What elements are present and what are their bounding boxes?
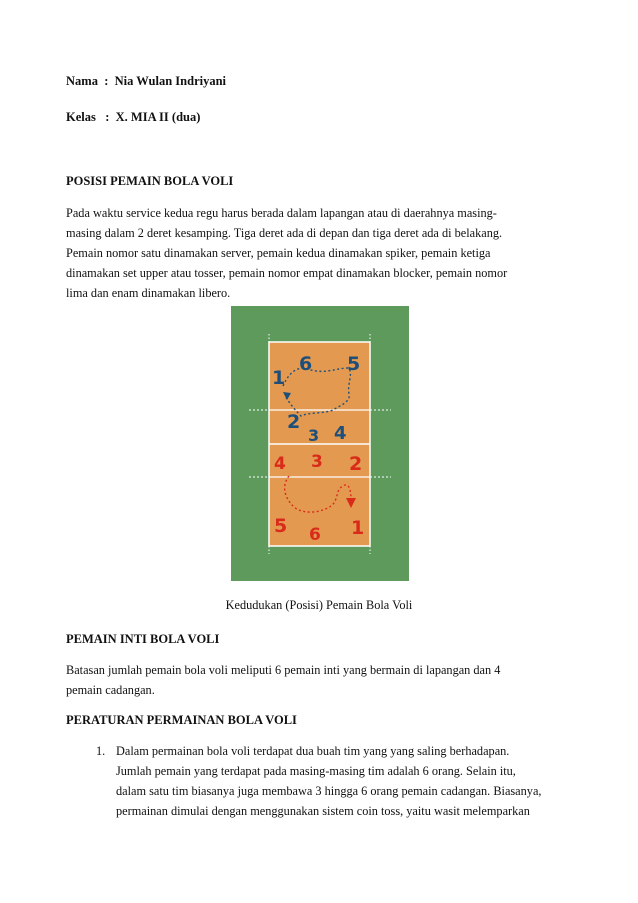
kelas-value: X. MIA II (dua) <box>115 110 201 124</box>
top-player-number: 5 <box>347 353 361 375</box>
paragraph-line: masing dalam 2 deret kesamping. Tiga deret ada di depan dan tiga deret ada di belakang. <box>66 226 503 240</box>
top-player-number: 2 <box>287 411 301 433</box>
list-item-line: permainan dimulai dengan menggunakan sistem coin toss, yaitu wasit melemparkan <box>116 804 530 818</box>
nama-value: Nia Wulan Indriyani <box>114 74 227 88</box>
kelas-separator: : <box>105 110 110 124</box>
paragraph-line: lima dan enam dinamakan libero. <box>66 286 231 300</box>
list-item-body <box>116 741 541 821</box>
posisi-paragraph <box>66 203 566 303</box>
top-player-number: 6 <box>299 353 313 375</box>
paragraph-line: Pada waktu service kedua regu harus berada dalam lapangan atau di daerahnya masing- <box>66 206 497 220</box>
volleyball-court-figure <box>231 306 409 581</box>
bottom-player-number: 6 <box>309 525 321 545</box>
paragraph-line: pemain cadangan. <box>66 683 155 697</box>
nama-line <box>66 74 226 89</box>
top-player-number: 4 <box>334 423 347 444</box>
list-item-number: 1. <box>96 744 106 758</box>
bottom-player-number: 2 <box>349 453 363 475</box>
top-player-number: 1 <box>272 367 286 389</box>
kelas-label: Kelas <box>66 110 96 124</box>
paragraph-line: Pemain nomor satu dinamakan server, pemain kedua dinamakan spiker, pemain ketiga <box>66 246 491 260</box>
bottom-player-number: 3 <box>311 452 323 472</box>
section-title-peraturan: PERATURAN PERMAINAN BOLA VOLI <box>66 713 297 727</box>
bottom-player-number: 1 <box>351 517 365 539</box>
list-item-line: dalam satu tim biasanya juga membawa 3 hingga 6 orang pemain cadangan. Biasanya, <box>116 784 542 798</box>
list-item-line: Jumlah pemain yang terdapat pada masing-masing tim adalah 6 orang. Selain itu, <box>116 764 516 778</box>
nama-label: Nama <box>66 74 98 88</box>
figure-caption: Kedudukan (Posisi) Pemain Bola Voli <box>225 598 413 612</box>
kelas-line <box>66 110 200 125</box>
bottom-player-number: 4 <box>274 454 286 474</box>
section-title-pemain-inti: PEMAIN INTI BOLA VOLI <box>66 632 220 646</box>
top-player-number: 3 <box>308 426 320 445</box>
pemain-inti-paragraph <box>66 660 566 700</box>
bottom-player-number: 5 <box>274 515 288 537</box>
paragraph-line: Batasan jumlah pemain bola voli meliputi 6 pemain inti yang bermain di lapangan dan 4 <box>66 663 501 677</box>
court-diagram <box>231 306 409 581</box>
nama-separator: : <box>104 74 109 88</box>
list-item-line: Dalam permainan bola voli terdapat dua buah tim yang yang saling berhadapan. <box>116 744 510 758</box>
section-title-posisi: POSISI PEMAIN BOLA VOLI <box>66 174 234 188</box>
paragraph-line: dinamakan set upper atau tosser, pemain nomor empat dinamakan blocker, pemain nomor <box>66 266 508 280</box>
